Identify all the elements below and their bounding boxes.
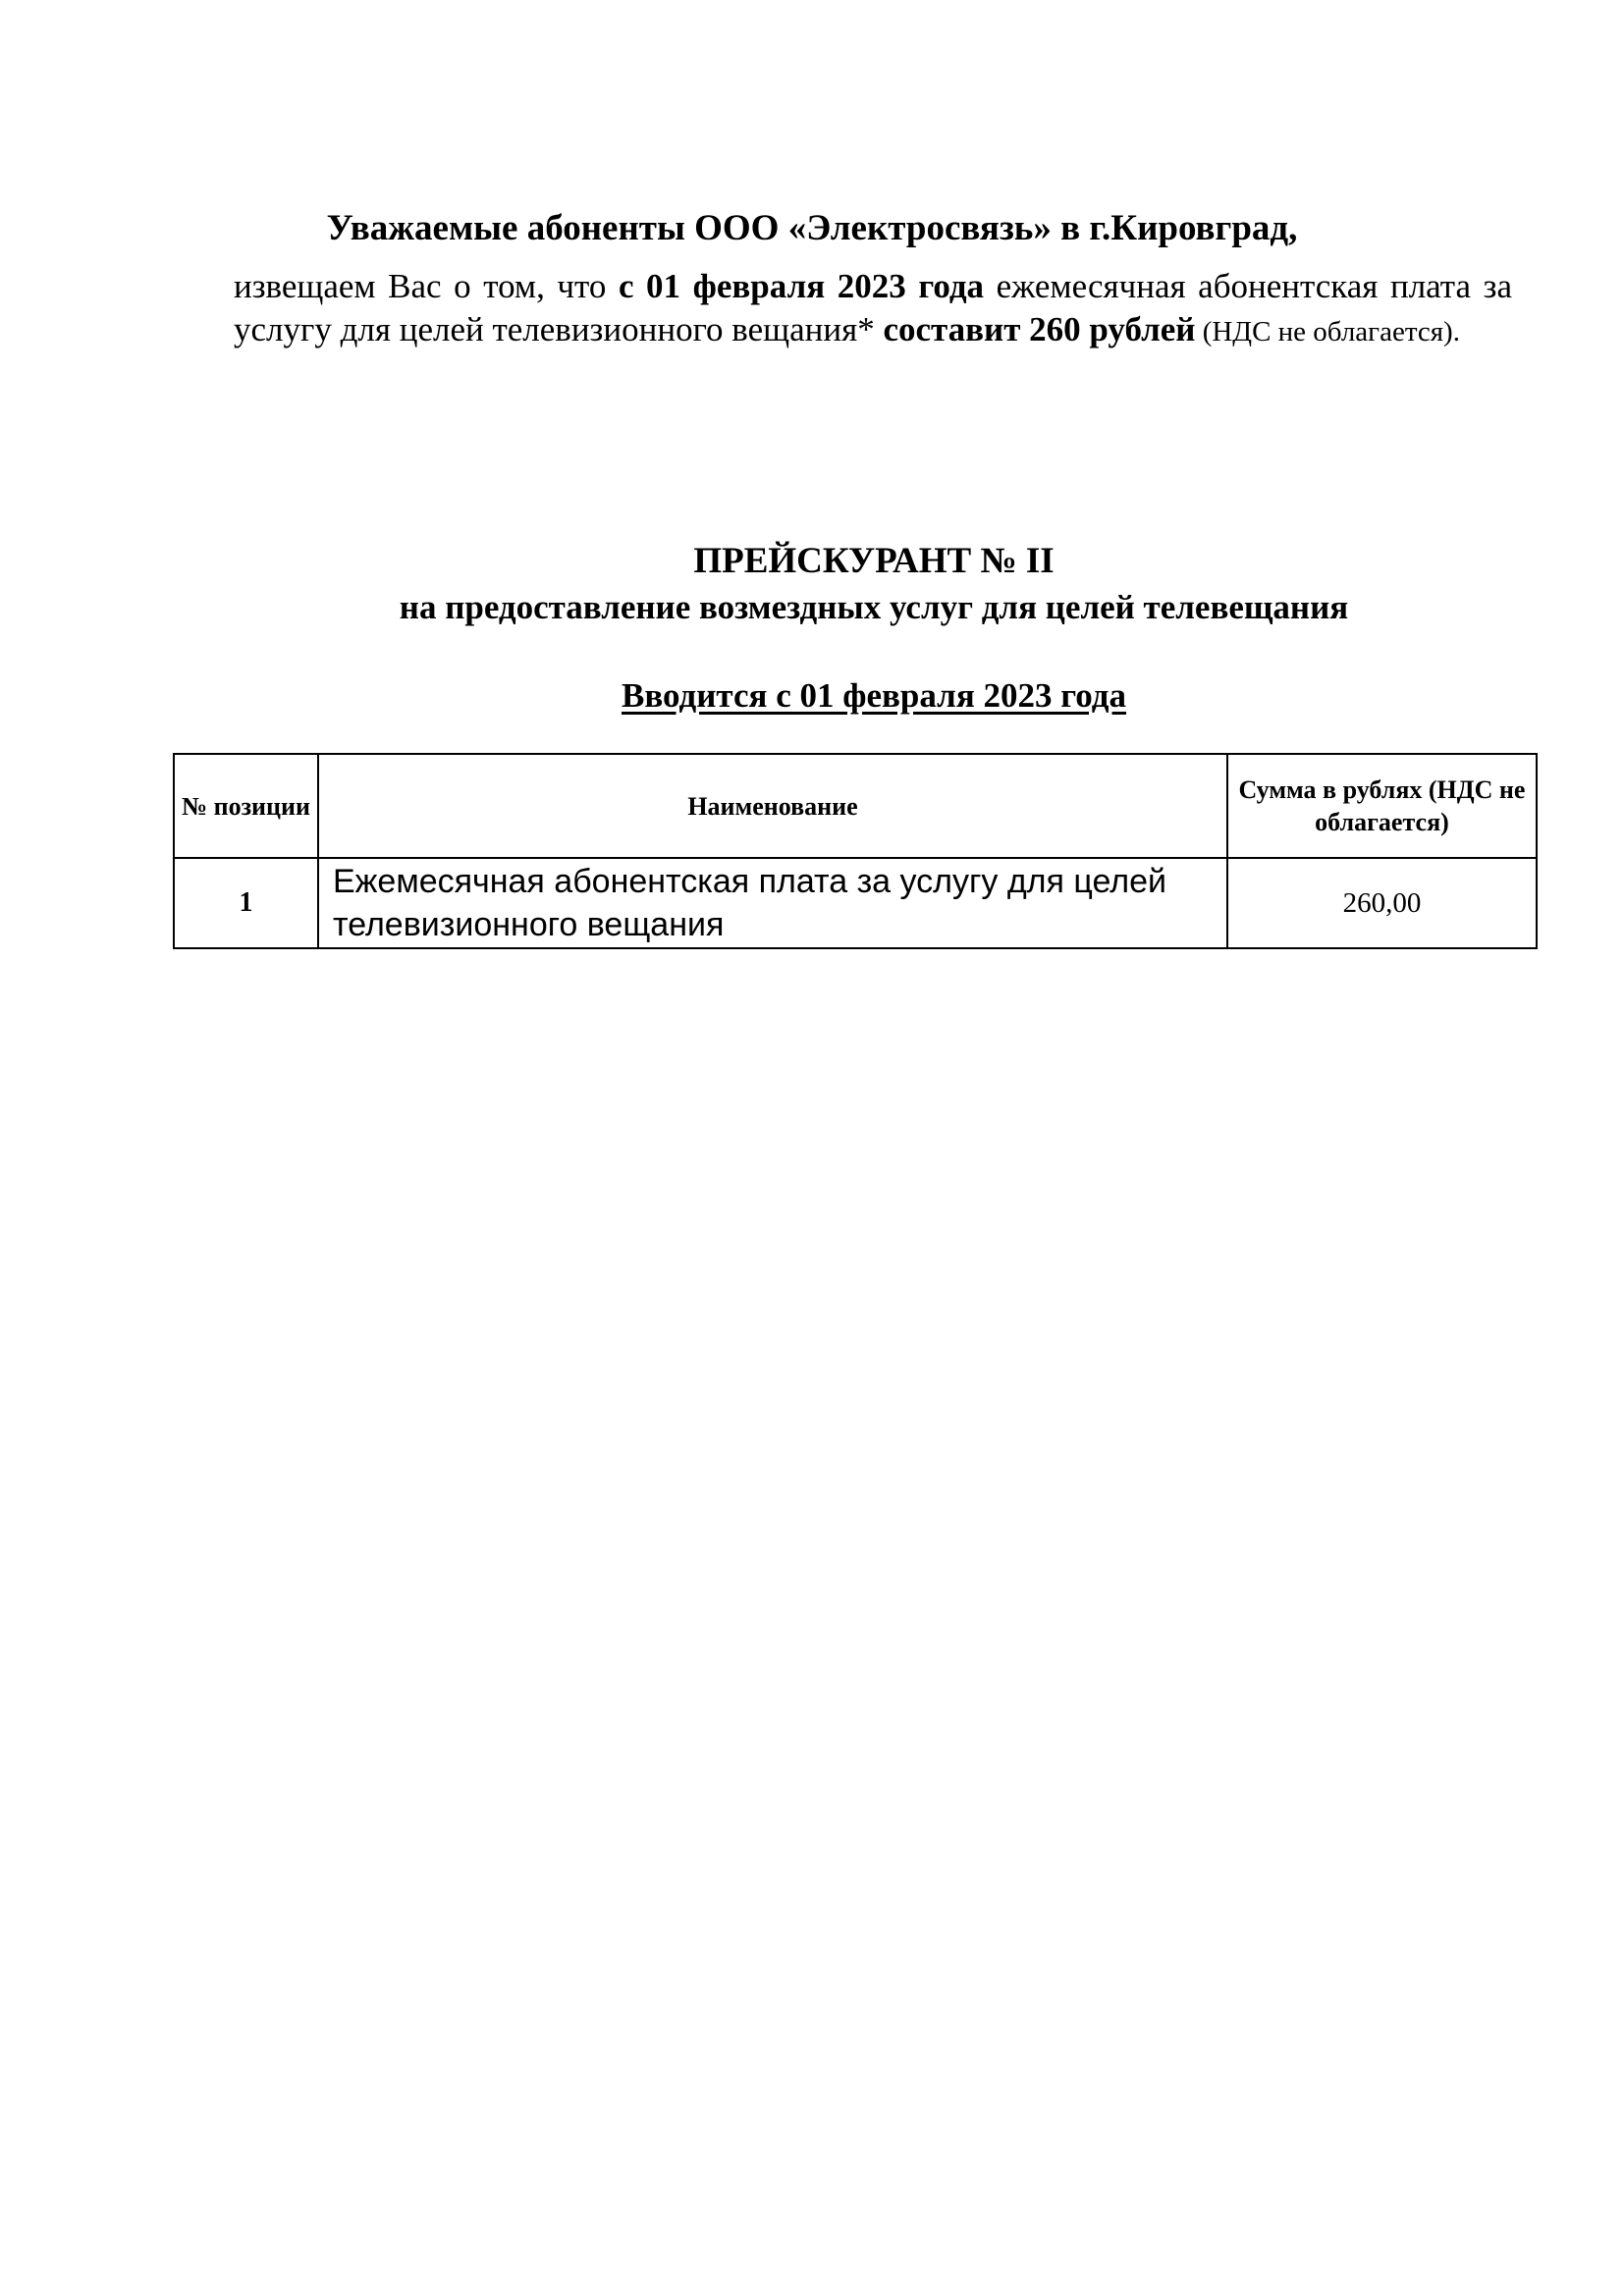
price-list-subtitle: на предоставление возмездных услуг для целей телевещания xyxy=(399,588,1349,626)
cell-amount: 260,00 xyxy=(1227,858,1537,948)
notice-date: с 01 февраля 2023 года xyxy=(618,267,985,305)
cell-service-name: Ежемесячная абонентская плата за услугу для целей телевизионного вещания xyxy=(318,858,1227,948)
price-table xyxy=(173,753,1538,949)
price-list-title: ПРЕЙСКУРАНТ № II xyxy=(693,541,1055,581)
price-list-effective-date xyxy=(0,672,1624,720)
notice-text-1: извещаем Вас о том, что xyxy=(234,267,619,305)
notice-paragraph xyxy=(234,265,1512,353)
header-name: Наименование xyxy=(318,754,1227,858)
table-row xyxy=(174,858,1537,948)
notice-amount: составит 260 рублей xyxy=(883,310,1196,348)
header-position-number: № позиции xyxy=(174,754,318,858)
cell-position-number: 1 xyxy=(174,858,318,948)
notice-text-2: ежемесячная абонентская плата за услугу для целей телевизионного вещания* xyxy=(234,267,1512,348)
table-header-row xyxy=(174,754,1537,858)
header-amount: Сумма в рублях (НДС не облагается) xyxy=(1227,754,1537,858)
notice-vat-note: (НДС не облагается). xyxy=(1195,316,1460,347)
effective-date-text: Вводится с 01 февраля 2023 года xyxy=(622,676,1126,715)
greeting-heading: Уважаемые абоненты ООО «Электросвязь» в г.Кировград, xyxy=(326,208,1298,248)
